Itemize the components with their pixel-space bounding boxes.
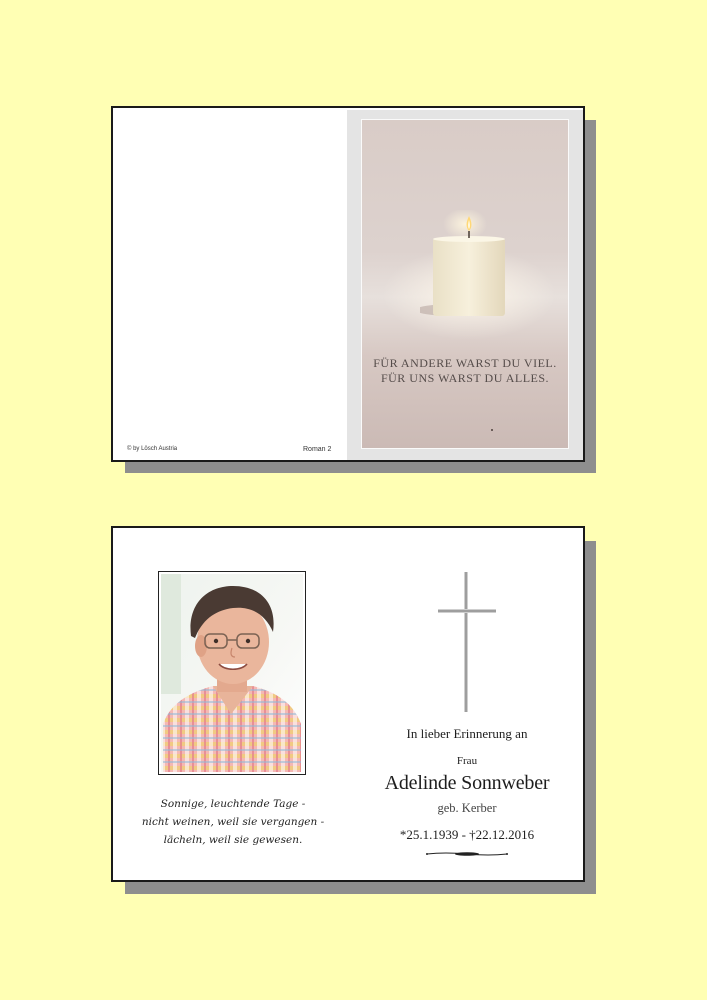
photo-speck [491,429,493,431]
poem-line: lächeln, weil sie gewesen. [163,834,303,846]
candle-image [420,210,510,320]
candle-photo [361,119,569,449]
poem-line: nicht weinen, weil sie vergangen - [141,816,325,828]
card-outside [111,106,585,462]
cross-icon [438,572,496,712]
remembrance-text: In lieber Erinnerung an [406,726,528,741]
maiden-name: geb. Kerber [437,801,497,815]
card-model-label: Roman 2 [303,446,332,453]
life-dates: *25.1.1939 - †22.12.2016 [399,827,535,842]
salutation: Frau [456,755,478,767]
verse-line: FÜR UNS WARST DU ALLES. [380,371,550,385]
memorial-poem [138,795,328,849]
poem-line: Sonnige, leuchtende Tage - [160,798,306,810]
ornament-divider [425,850,509,858]
publisher-credit: © by Lösch Austria [127,446,178,452]
cover-verse [362,356,568,386]
cover-photo-frame [347,110,583,460]
portrait-photo [158,571,306,775]
verse-line: FÜR ANDERE WARST DU VIEL. [373,356,557,370]
card-inside [111,526,585,882]
portrait-image [161,574,303,772]
deceased-name: Adelinde Sonnweber [384,772,550,794]
